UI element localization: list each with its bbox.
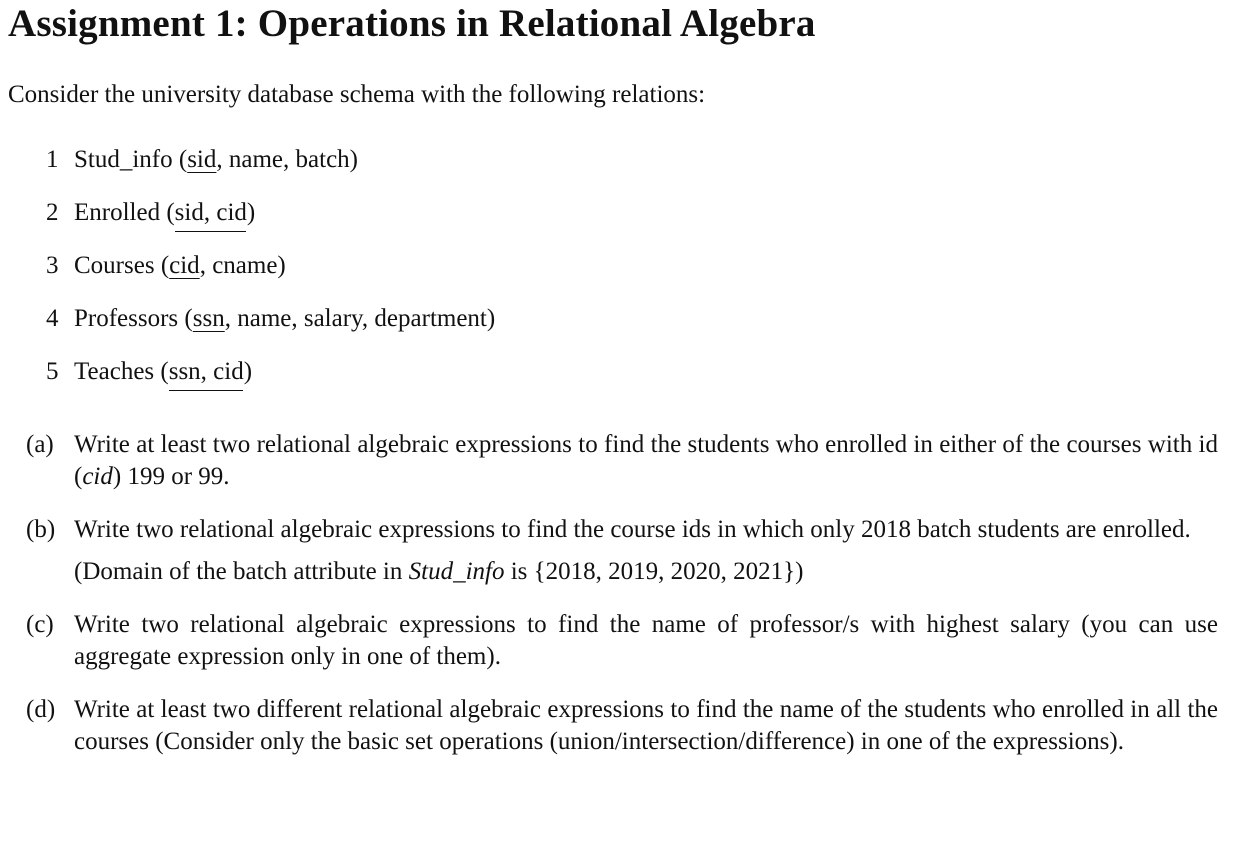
relation-item bbox=[46, 357, 806, 410]
page-title: Assignment 1: Operations in Relational Algebra bbox=[8, 2, 816, 45]
relation-name: Enrolled bbox=[74, 199, 161, 226]
relation-number: 5 bbox=[46, 358, 59, 385]
question-text-italic: cid bbox=[82, 463, 113, 490]
relation-key: (sid, cid) bbox=[166, 199, 256, 226]
intro-text: Consider the university database schema with the following relations: bbox=[8, 81, 706, 108]
question-label: (c) bbox=[26, 611, 54, 638]
question-d bbox=[26, 694, 1218, 758]
question-text: Write two relational algebraic expressions to find the course ids in which only 2018 batch students are enrolled. bbox=[74, 516, 1191, 543]
question-label: (d) bbox=[26, 696, 56, 723]
question-b bbox=[26, 514, 1218, 588]
question-note bbox=[74, 556, 1218, 588]
relation-number: 1 bbox=[46, 146, 59, 173]
relation-item bbox=[46, 198, 806, 251]
relation-number: 3 bbox=[46, 252, 59, 279]
relation-paren: ( bbox=[178, 305, 193, 332]
relation-number: 4 bbox=[46, 305, 59, 332]
relation-name: Teaches bbox=[74, 358, 155, 385]
note-text-end: is {2018, 2019, 2020, 2021}) bbox=[504, 558, 804, 585]
relation-number: 2 bbox=[46, 199, 59, 226]
relation-item bbox=[46, 145, 806, 198]
relation-key-wrapper bbox=[160, 357, 252, 387]
question-label: (b) bbox=[26, 516, 56, 543]
relation-name: Courses bbox=[74, 252, 155, 279]
question-text: Write at least two different relational algebraic expressions to find the name of the students who enrolled in all the courses (Consider only the basic set operations (union/intersection/difference) in one of the expressions). bbox=[74, 696, 1218, 755]
question-list bbox=[26, 429, 1218, 758]
relation-key: (ssn, cid) bbox=[160, 358, 253, 385]
relation-key-wrapper bbox=[166, 198, 255, 228]
question-text: Write two relational algebraic expressions to find the name of professor/s with highest salary (you can use aggregate expression only in one of them). bbox=[74, 611, 1218, 670]
relation-attributes: , cname) bbox=[199, 252, 286, 279]
question-label: (a) bbox=[26, 431, 54, 458]
relation-paren: ( bbox=[172, 146, 188, 173]
relation-key: sid bbox=[187, 146, 217, 173]
relation-attributes: , name, salary, department) bbox=[224, 305, 496, 332]
note-text-italic: Stud_info bbox=[408, 558, 505, 585]
relation-paren: ( bbox=[154, 252, 170, 279]
relation-attributes: , name, batch) bbox=[216, 146, 358, 173]
question-text-end: ) 199 or 99. bbox=[112, 463, 230, 490]
relation-item bbox=[46, 251, 806, 304]
question-text: Write at least two relational algebraic expressions to find the students who enrolled in either of the courses with id ( bbox=[74, 431, 1218, 490]
relation-item bbox=[46, 304, 806, 357]
relation-key: cid bbox=[169, 252, 200, 279]
relation-list bbox=[46, 145, 806, 410]
key-underline bbox=[169, 390, 243, 391]
relation-name: Professors bbox=[74, 305, 179, 332]
question-a bbox=[26, 429, 1218, 493]
relation-key: ssn bbox=[192, 305, 225, 332]
question-c bbox=[26, 609, 1218, 673]
key-underline bbox=[175, 231, 246, 232]
note-text: (Domain of the batch attribute in bbox=[74, 558, 409, 585]
relation-name: Stud_info bbox=[74, 146, 173, 173]
